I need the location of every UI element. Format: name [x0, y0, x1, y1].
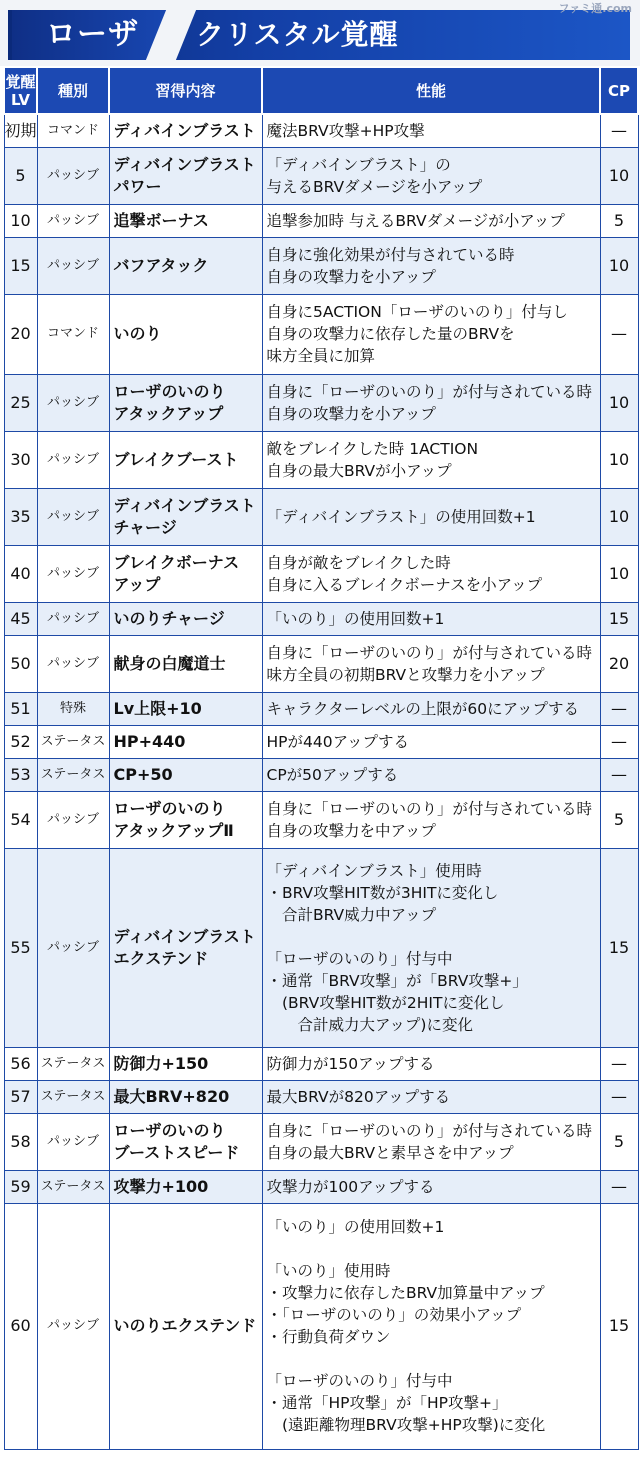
row-performance — [262, 545, 600, 602]
row-performance — [262, 1203, 600, 1449]
skill-line: ブレイクブースト — [113, 449, 239, 469]
row-cp: 15 — [600, 602, 638, 635]
skill-line: 攻撃力+100 — [113, 1176, 209, 1196]
skill-line: 献身の白魔道士 — [113, 653, 226, 673]
row-level: 58 — [4, 1113, 37, 1170]
row-cp: — — [600, 1047, 638, 1080]
row-performance — [262, 1113, 600, 1170]
row-skill — [109, 147, 262, 204]
row-type: ステータス — [37, 1080, 109, 1113]
col-header-skill: 習得内容 — [109, 67, 262, 114]
skill-line: 防御力+150 — [113, 1053, 209, 1073]
performance-line: 「いのり」使用時 — [266, 1262, 391, 1280]
row-cp: — — [600, 1080, 638, 1113]
row-type: 特殊 — [37, 692, 109, 725]
skill-line: Lv上限+10 — [113, 698, 202, 718]
skill-line: アタックアップ — [113, 403, 224, 423]
performance-line: 自身の攻撃力を中アップ — [266, 821, 436, 840]
site-logo: ファミ通.com — [558, 2, 632, 15]
performance-line: 攻撃力が100アップする — [266, 1177, 435, 1196]
skill-line: ブレイクボーナス — [113, 552, 240, 572]
row-performance — [262, 431, 600, 488]
performance-line: ・「ローザのいのり」の効果小アップ — [266, 1306, 522, 1324]
row-type: コマンド — [37, 114, 109, 147]
skill-line: ディバインブラスト — [113, 120, 256, 140]
skill-line: チャージ — [113, 517, 177, 537]
row-skill — [109, 374, 262, 431]
performance-line: 自身に強化効果が付与されている時 — [266, 245, 515, 264]
performance-line: ・通常「HP攻撃」が「HP攻撃+」 — [266, 1394, 508, 1412]
table-row — [4, 725, 638, 758]
performance-line — [267, 1348, 596, 1370]
performance-line: ・通常「BRV攻撃」が「BRV攻撃+」 — [266, 971, 528, 990]
skill-line: エクステンド — [113, 948, 209, 968]
row-performance — [262, 602, 600, 635]
row-performance — [262, 147, 600, 204]
row-skill — [109, 791, 262, 848]
row-cp: 5 — [600, 204, 638, 237]
row-level: 50 — [4, 635, 37, 692]
row-skill — [109, 1203, 262, 1449]
row-level: 5 — [4, 147, 37, 204]
skill-line: いのり — [113, 324, 162, 343]
row-level: 45 — [4, 602, 37, 635]
row-skill — [109, 431, 262, 488]
row-skill — [109, 635, 262, 692]
row-level: 60 — [4, 1203, 37, 1449]
performance-line: 最大BRVが820アップする — [266, 1087, 451, 1106]
row-cp: 10 — [600, 545, 638, 602]
skill-line: 追撃ボーナス — [113, 210, 209, 230]
row-skill — [109, 488, 262, 545]
row-cp: — — [600, 725, 638, 758]
row-performance — [262, 374, 600, 431]
character-name: ローザ — [12, 10, 170, 60]
row-level: 35 — [4, 488, 37, 545]
performance-line: 「ローザのいのり」付与中 — [266, 1372, 453, 1390]
performance-line: 自身の攻撃力を小アップ — [266, 267, 436, 286]
performance-line — [267, 926, 596, 948]
table-row — [4, 147, 638, 204]
col-header-performance: 性能 — [262, 67, 600, 114]
row-cp: 10 — [600, 374, 638, 431]
row-performance — [262, 204, 600, 237]
row-cp: 10 — [600, 147, 638, 204]
skill-line: ディバインブラスト — [113, 495, 256, 515]
table-row — [4, 635, 638, 692]
performance-line: 「ディバインブラスト」の — [266, 155, 451, 174]
row-level: 59 — [4, 1170, 37, 1203]
performance-line: 自身の最大BRVが小アップ — [266, 461, 452, 480]
row-performance — [262, 1080, 600, 1113]
table-row — [4, 1047, 638, 1080]
awakening-table — [3, 66, 639, 1450]
row-performance — [262, 1047, 600, 1080]
performance-line: 「ディバインブラスト」使用時 — [266, 861, 482, 880]
performance-line: ・行動負荷ダウン — [266, 1328, 391, 1346]
skill-line: HP+440 — [113, 731, 186, 751]
performance-line — [267, 1238, 596, 1260]
table-row — [4, 431, 638, 488]
performance-line: 自身の攻撃力を小アップ — [266, 404, 436, 423]
row-level: 40 — [4, 545, 37, 602]
row-cp: 20 — [600, 635, 638, 692]
row-type: コマンド — [37, 294, 109, 374]
performance-line: 自身に入るブレイクボーナスを小アップ — [266, 575, 543, 594]
row-skill — [109, 1047, 262, 1080]
performance-line: ・BRV攻撃HIT数が3HITに変化し — [266, 883, 499, 902]
performance-line: 自身に「ローザのいのり」が付与されている時 — [266, 382, 593, 401]
table-row — [4, 692, 638, 725]
performance-line: 追撃参加時 与えるBRVダメージが小アップ — [266, 211, 565, 230]
row-cp: 15 — [600, 848, 638, 1047]
row-performance — [262, 758, 600, 791]
row-level: 25 — [4, 374, 37, 431]
performance-line: 自身に「ローザのいのり」が付与されている時 — [266, 643, 593, 662]
performance-line: 自身の攻撃力に依存した量のBRVを — [266, 325, 515, 343]
row-level: 53 — [4, 758, 37, 791]
table-row — [4, 294, 638, 374]
row-type: パッシブ — [37, 791, 109, 848]
performance-line: 与えるBRVダメージを小アップ — [266, 177, 483, 196]
skill-line: ディバインブラスト — [113, 926, 256, 946]
table-row — [4, 1080, 638, 1113]
skill-line: ディバインブラスト — [113, 154, 256, 174]
performance-line: 自身が敵をブレイクした時 — [266, 553, 451, 572]
row-type: パッシブ — [37, 602, 109, 635]
skill-line: ローザのいのり — [113, 1120, 226, 1140]
row-type: パッシブ — [37, 147, 109, 204]
skill-line: ブーストスピード — [113, 1142, 240, 1162]
table-row — [4, 374, 638, 431]
row-cp: 10 — [600, 237, 638, 294]
row-type: ステータス — [37, 1170, 109, 1203]
table-row — [4, 758, 638, 791]
row-cp: 5 — [600, 1113, 638, 1170]
row-type: パッシブ — [37, 635, 109, 692]
performance-line: ・攻撃力に依存したBRV加算量中アップ — [266, 1284, 545, 1302]
row-type: パッシブ — [37, 431, 109, 488]
performance-line: (遠距離物理BRV攻撃+HP攻撃)に変化 — [266, 1416, 546, 1434]
table-row — [4, 1203, 638, 1449]
row-skill — [109, 1170, 262, 1203]
row-performance — [262, 114, 600, 147]
row-skill — [109, 692, 262, 725]
row-level: 54 — [4, 791, 37, 848]
row-level: 55 — [4, 848, 37, 1047]
table-row — [4, 791, 638, 848]
row-level: 52 — [4, 725, 37, 758]
table-header-row — [4, 67, 638, 114]
col-header-lv: 覚醒 LV — [4, 67, 37, 114]
row-skill — [109, 114, 262, 147]
skill-line: CP+50 — [113, 764, 173, 784]
skill-line: アップ — [113, 574, 161, 594]
performance-line: キャラクターレベルの上限が60にアップする — [266, 699, 580, 718]
performance-line: 魔法BRV攻撃+HP攻撃 — [266, 121, 425, 140]
row-type: パッシブ — [37, 237, 109, 294]
row-skill — [109, 1113, 262, 1170]
row-type: パッシブ — [37, 204, 109, 237]
performance-line: 「いのり」の使用回数+1 — [266, 1218, 445, 1236]
skill-line: いのりチャージ — [113, 608, 225, 628]
row-skill — [109, 237, 262, 294]
table-row — [4, 1170, 638, 1203]
performance-line: 自身の最大BRVと素早さを中アップ — [266, 1143, 514, 1162]
row-level: 10 — [4, 204, 37, 237]
row-type: パッシブ — [37, 374, 109, 431]
row-level: 初期 — [4, 114, 37, 147]
performance-line: 味方全員の初期BRVと攻撃力を小アップ — [266, 665, 545, 684]
row-performance — [262, 488, 600, 545]
table-row — [4, 545, 638, 602]
row-performance — [262, 692, 600, 725]
row-cp: 15 — [600, 1203, 638, 1449]
skill-line: バフアタック — [113, 255, 209, 275]
performance-line: 自身に「ローザのいのり」が付与されている時 — [266, 1121, 593, 1140]
row-performance — [262, 725, 600, 758]
table-row — [4, 848, 638, 1047]
performance-line: 「ローザのいのり」付与中 — [266, 949, 453, 968]
row-skill — [109, 758, 262, 791]
performance-line: CPが50アップする — [266, 765, 399, 784]
row-level: 30 — [4, 431, 37, 488]
performance-line: 「ディバインブラスト」の使用回数+1 — [266, 507, 536, 526]
performance-line: 敵をブレイクした時 1ACTION — [266, 439, 479, 458]
row-cp: — — [600, 1170, 638, 1203]
performance-line: 「いのり」の使用回数+1 — [266, 609, 445, 628]
skill-line: いのりエクステンド — [113, 1316, 257, 1335]
performance-line: 味方全員に加算 — [266, 347, 376, 365]
row-type: ステータス — [37, 758, 109, 791]
row-skill — [109, 545, 262, 602]
row-performance — [262, 294, 600, 374]
row-level: 57 — [4, 1080, 37, 1113]
col-header-type: 種別 — [37, 67, 109, 114]
skill-line: 最大BRV+820 — [113, 1086, 230, 1106]
row-cp: 5 — [600, 791, 638, 848]
skill-line: ローザのいのり — [113, 798, 226, 818]
table-row — [4, 602, 638, 635]
row-level: 56 — [4, 1047, 37, 1080]
row-level: 20 — [4, 294, 37, 374]
row-skill — [109, 725, 262, 758]
row-type: ステータス — [37, 1047, 109, 1080]
table-row — [4, 488, 638, 545]
skill-line: アタックアップⅡ — [113, 820, 234, 840]
performance-line: 合計BRV威力中アップ — [266, 905, 437, 924]
row-skill — [109, 294, 262, 374]
table-row — [4, 237, 638, 294]
performance-line: 合計威力大アップ)に変化 — [266, 1015, 473, 1034]
row-type: パッシブ — [37, 488, 109, 545]
row-type: ステータス — [37, 725, 109, 758]
table-row — [4, 204, 638, 237]
row-performance — [262, 237, 600, 294]
performance-line: HPが440アップする — [266, 732, 410, 751]
row-type: パッシブ — [37, 1203, 109, 1449]
row-type: パッシブ — [37, 1113, 109, 1170]
row-skill — [109, 848, 262, 1047]
row-performance — [262, 848, 600, 1047]
page-header — [0, 0, 640, 66]
performance-line: 防御力が150アップする — [266, 1054, 435, 1073]
row-type: パッシブ — [37, 545, 109, 602]
row-performance — [262, 1170, 600, 1203]
row-cp: — — [600, 114, 638, 147]
row-cp: 10 — [600, 488, 638, 545]
skill-line: ローザのいのり — [113, 381, 226, 401]
row-type: パッシブ — [37, 848, 109, 1047]
table-row — [4, 114, 638, 147]
row-cp: — — [600, 692, 638, 725]
performance-line: (BRV攻撃HIT数が2HITに変化し — [266, 993, 505, 1012]
row-level: 51 — [4, 692, 37, 725]
row-cp: — — [600, 294, 638, 374]
row-level: 15 — [4, 237, 37, 294]
row-skill — [109, 204, 262, 237]
skill-line: パワー — [113, 176, 162, 196]
row-skill — [109, 602, 262, 635]
row-skill — [109, 1080, 262, 1113]
row-performance — [262, 791, 600, 848]
row-performance — [262, 635, 600, 692]
table-row — [4, 1113, 638, 1170]
col-header-cp: CP — [600, 67, 638, 114]
row-cp: — — [600, 758, 638, 791]
performance-line: 自身に5ACTION「ローザのいのり」付与し — [266, 303, 568, 321]
page-title: クリスタル覚醒 — [196, 18, 399, 51]
performance-line: 自身に「ローザのいのり」が付与されている時 — [266, 799, 593, 818]
row-cp: 10 — [600, 431, 638, 488]
